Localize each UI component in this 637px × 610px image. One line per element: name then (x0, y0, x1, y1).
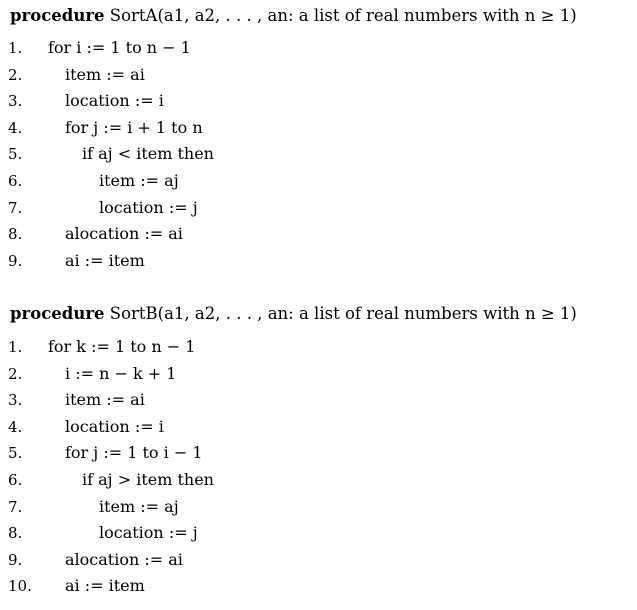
line-number: 8. (8, 524, 23, 543)
line-code: item := aj (99, 171, 179, 190)
line-code: for i := 1 to n − 1 (48, 38, 191, 57)
line-code: alocation := ai (65, 224, 183, 244)
line-number: 6. (8, 172, 23, 190)
line-code: item := ai (65, 64, 145, 84)
line-number: 9. (8, 550, 23, 569)
line-number: 3. (8, 92, 23, 111)
line-code: for j := 1 to i − 1 (65, 443, 203, 463)
line-code: location := j (99, 523, 198, 543)
line-number: 4. (8, 118, 23, 137)
line-number: 6. (8, 471, 23, 489)
line-number: 3. (8, 391, 23, 410)
line-code: location := j (99, 197, 198, 217)
line-number: 1. (8, 338, 23, 356)
procedure-params: (a1, a2, . . . , an: a list of real numbers with n ≥ 1) (157, 6, 577, 25)
procedure-name: SortA (109, 6, 158, 25)
line-code: if aj < item then (82, 144, 214, 164)
line-number: 4. (8, 417, 23, 436)
line-number: 7. (8, 198, 23, 217)
line-code: for j := i + 1 to n (65, 117, 203, 137)
line-number: 7. (8, 497, 23, 516)
line-number: 5. (8, 444, 23, 463)
line-code: alocation := ai (65, 549, 183, 569)
procedure-keyword: procedure (10, 304, 105, 323)
line-code: ai := item (65, 250, 145, 270)
line-code: location := i (65, 91, 164, 111)
line-code: item := ai (65, 390, 145, 410)
procedure-header (10, 304, 577, 324)
line-code: for k := 1 to n − 1 (48, 337, 196, 356)
line-number: 2. (8, 364, 23, 383)
line-code: location := i (65, 416, 164, 436)
line-number: 1. (8, 39, 23, 57)
line-number: 10. (8, 577, 32, 596)
line-code: ai := item (65, 576, 145, 596)
line-number: 8. (8, 225, 23, 244)
line-code: item := aj (99, 496, 179, 516)
line-code: i := n − k + 1 (65, 363, 177, 383)
line-code: if aj > item then (82, 470, 214, 489)
procedure-name: SortB (109, 304, 158, 323)
procedure-header (10, 6, 577, 26)
procedure-keyword: procedure (10, 6, 105, 25)
procedure-params: (a1, a2, . . . , an: a list of real numbers with n ≥ 1) (157, 304, 577, 323)
line-number: 5. (8, 145, 23, 164)
line-number: 9. (8, 251, 23, 270)
line-number: 2. (8, 65, 23, 84)
